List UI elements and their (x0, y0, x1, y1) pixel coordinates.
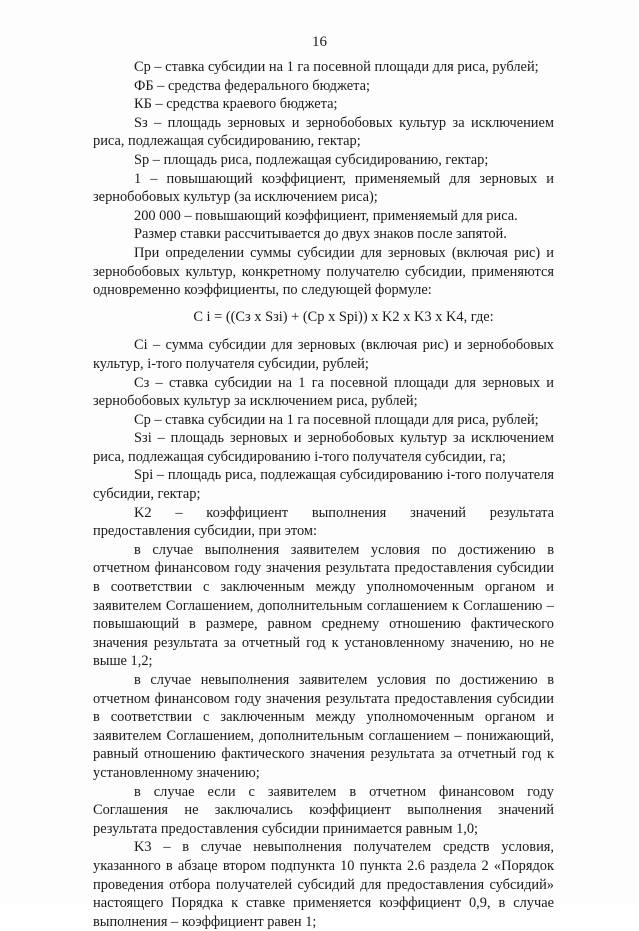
paragraph: Sз – площадь зерновых и зернобобовых культур за исключением риса, подлежащая субсидированию, гектар; (93, 114, 554, 150)
definition: в случае если с заявителем в отчетном финансовом году Соглашения не заключались коэффициент выполнения значений результата предоставления субсидии принимается равным 1,0; (93, 783, 554, 837)
paragraph: При определении суммы субсидии для зерновых (включая рис) и зернобобовых культур, конкретному получателю субсидии, применяются одновременно коэффициенты, по следующей формуле: (93, 244, 554, 299)
paragraph: Sр – площадь риса, подлежащая субсидированию, гектар; (134, 151, 489, 168)
paragraph: Размер ставки рассчитывается до двух знаков после запятой. (134, 226, 507, 243)
definition: Spi – площадь риса, подлежащая субсидированию i-того получателя субсидии, гектар; (93, 467, 554, 503)
page-number: 16 (312, 34, 327, 50)
definition: K2 – коэффициент выполнения значений результата предоставления субсидии, при этом: (93, 504, 554, 540)
paragraph: 1 – повышающий коэффициент, применяемый для зерновых и зернобобовых культур (за исключением риса); (93, 170, 554, 206)
definition: K3 – в случае невыполнения получателем средств условия, указанного в абзаце втором подпункта 10 пункта 2.6 раздела 2 «Порядок проведения отбора получателей субсидий для предоставления субсидий» настоящего Порядка к ставке применяется коэффициент 0,9, в случае выполнения – коэффициент равен 1; (93, 839, 554, 930)
paragraph: ФБ – средства федерального бюджета; (134, 77, 370, 94)
paragraph: 200 000 – повышающий коэффициент, применяемый для риса. (134, 207, 518, 224)
formula: C i = ((Cз x Sзi) + (Cр x Spi)) x K2 x K3 x K4, где: (193, 308, 494, 325)
paragraph: Ср – ставка субсидии на 1 га посевной площади для риса, рублей; (134, 59, 539, 75)
definition: Cр – ставка субсидии на 1 га посевной площади для риса, рублей; (134, 411, 539, 428)
definition: Cз – ставка субсидии на 1 га посевной площади для зерновых и зернобобовых культур за исключением риса, рублей; (93, 374, 554, 410)
definition: Sзi – площадь зерновых и зернобобовых культур за исключением риса, подлежащая субсидированию i-того получателя субсидии, га; (93, 430, 554, 465)
definition: Ci – сумма субсидии для зерновых (включая рис) и зернобобовых культур, i-того получателя субсидии, рублей; (93, 337, 554, 372)
document-body (93, 58, 554, 931)
definition: в случае невыполнения заявителем условия по достижению в отчетном финансовом году значения результата предоставления субсидии в соответствии с заключенным между уполномоченным органом и заявителем Соглашением, дополнительным соглашением – понижающий, равный отношению фактического значения результата за отчетный год к установленному значению; (93, 672, 554, 781)
paragraph: КБ – средства краевого бюджета; (134, 96, 338, 113)
definition: в случае выполнения заявителем условия по достижению в отчетном финансовом году значения результата предоставления субсидии в соответствии с заключенным между уполномоченным органом и заявителем Соглашением, дополнительным соглашением к Соглашению – повышающий в размере, равном среднему отношению фактического значения результата за отчетный год к установленному значению, но не выше 1,2; (93, 541, 554, 670)
